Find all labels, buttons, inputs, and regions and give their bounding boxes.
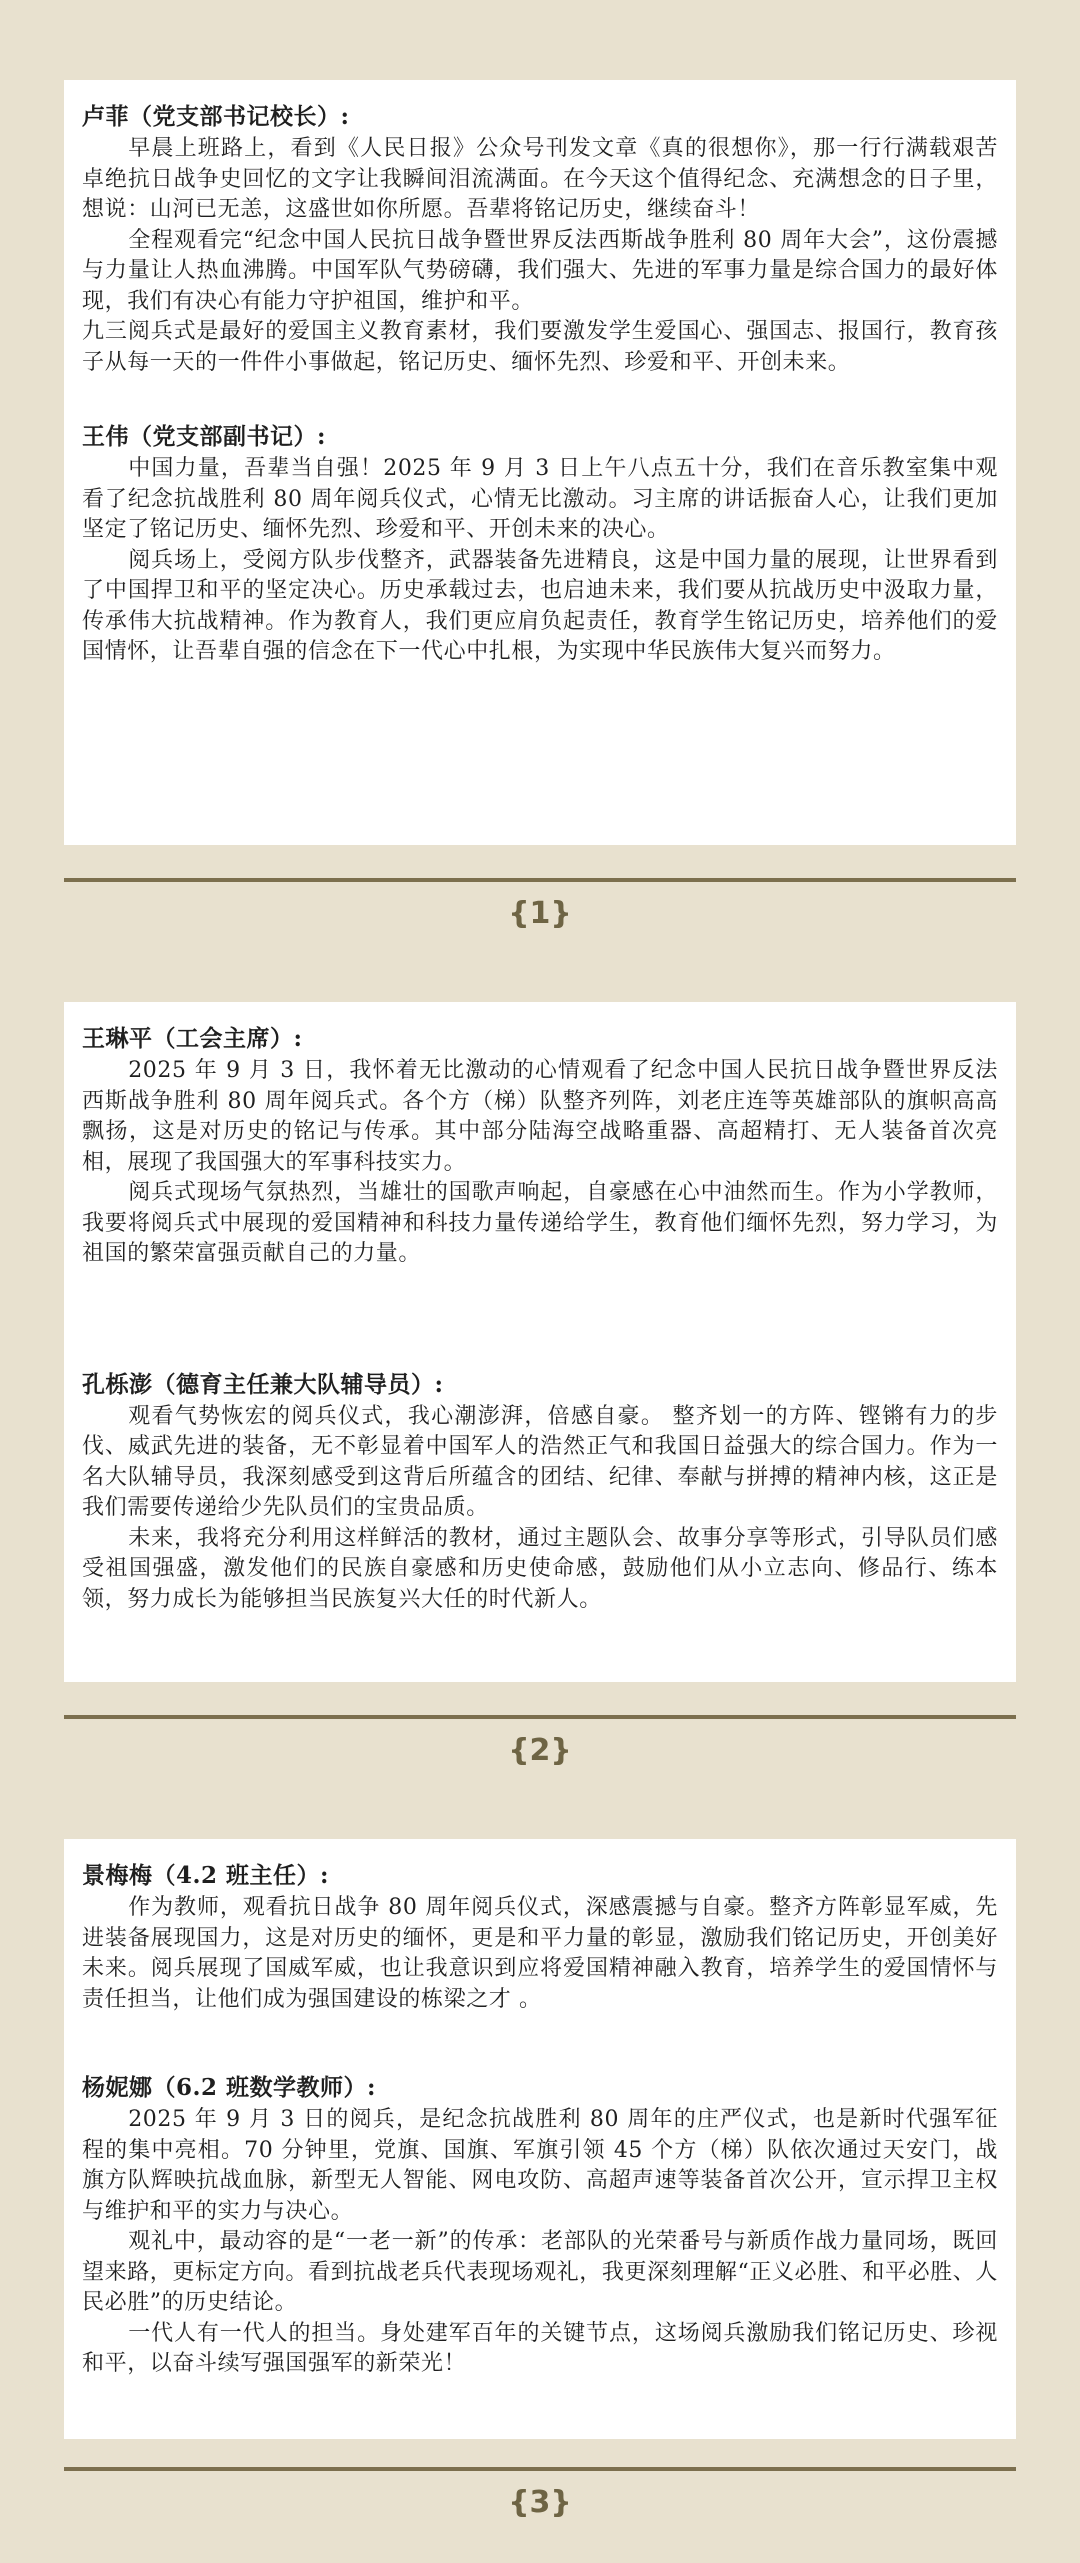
- page-number: {3}: [508, 2485, 572, 2520]
- text-card-1: [64, 80, 1016, 845]
- reflection-entry: [82, 1370, 998, 1616]
- reflection-paragraph: 中国力量，吾辈当自强！2025 年 9 月 3 日上午八点五十分，我们在音乐教室集中观看了纪念抗战胜利 80 周年阅兵仪式，心情无比激动。习主席的讲话振奋人心，让我们更加坚定了铭记历史、缅怀先烈、珍爱和平、开创未来的决心。: [82, 456, 998, 542]
- section-divider: [64, 1715, 1016, 1719]
- reflection-entry: [82, 1024, 998, 1270]
- reflection-paragraph: 早晨上班路上，看到《人民日报》公众号刊发文章《真的很想你》，那一行行满载艰苦卓绝抗日战争史回忆的文字让我瞬间泪流满面。在今天这个值得纪念、充满想念的日子里，想说：山河已无恙，这盛世如你所愿。吾辈将铭记历史，继续奋斗！: [82, 136, 998, 222]
- speaker-name: 杨妮娜（6.2 班数学教师）:: [82, 2074, 377, 2101]
- reflection-paragraph: 一代人有一代人的担当。身处建军百年的关键节点，这场阅兵激励我们铭记历史、珍视和平，以奋斗续写强国强军的新荣光！: [82, 2320, 998, 2376]
- reflection-paragraph: 观看气势恢宏的阅兵仪式，我心潮澎湃，倍感自豪。 整齐划一的方阵、铿锵有力的步伐、威武先进的装备，无不彰显着中国军人的浩然正气和我国日益强大的综合国力。作为一名大队辅导员，我深刻感受到这背后所蕴含的团结、纪律、奉献与拼搏的精神内核，这正是我们需要传递给少先队员们的宝贵品质。: [82, 1403, 998, 1520]
- speaker-name: 景梅梅（4.2 班主任）:: [82, 1862, 330, 1889]
- reflection-paragraph: 全程观看完“纪念中国人民抗日战争暨世界反法西斯战争胜利 80 周年大会”，这份震撼与力量让人热血沸腾。中国军队气势磅礴，我们强大、先进的军事力量是综合国力的最好体现，我们有决心有能力守护祖国，维护和平。: [82, 227, 998, 314]
- reflection-paragraph: 未来，我将充分利用这样鲜活的教材，通过主题队会、故事分享等形式，引导队员们感受祖国强盛，激发他们的民族自豪感和历史使命感，鼓励他们从小立志向、修品行、练本领，努力成长为能够担当民族复兴大任的时代新人。: [82, 1525, 998, 1612]
- reflection-paragraph: 2025 年 9 月 3 日，我怀着无比激动的心情观看了纪念中国人民抗日战争暨世界反法西斯战争胜利 80 周年阅兵式。各个方（梯）队整齐列阵，刘老庄连等英雄部队的旗帜高高飘扬，这是对历史的铭记与传承。其中部分陆海空战略重器、高超精打、无人装备首次亮相，展现了我国强大的军事科技实力。: [82, 1058, 998, 1175]
- section-divider: [64, 878, 1016, 882]
- text-card-2: [64, 1002, 1016, 1682]
- speaker-name: 王伟（党支部副书记）:: [82, 423, 326, 450]
- reflection-entry: [82, 2073, 998, 2380]
- page-number: {1}: [508, 896, 572, 931]
- page-number: {2}: [508, 1733, 572, 1768]
- section-divider: [64, 2467, 1016, 2471]
- reflection-paragraph: 九三阅兵式是最好的爱国主义教育素材，我们要激发学生爱国心、强国志、报国行，教育孩子从每一天的一件件小事做起，铭记历史、缅怀先烈、珍爱和平、开创未来。: [82, 319, 998, 375]
- reflection-paragraph: 2025 年 9 月 3 日的阅兵，是纪念抗战胜利 80 周年的庄严仪式，也是新时代强军征程的集中亮相。70 分钟里，党旗、国旗、军旗引领 45 个方（梯）队依次通过天安门，战旗方队辉映抗战血脉，新型无人智能、网电攻防、高超声速等装备首次公开，宣示捍卫主权与维护和平的实力与决心。: [82, 2107, 998, 2224]
- reflection-entry: [82, 102, 998, 378]
- speaker-name: 孔栎澎（德育主任兼大队辅导员）:: [82, 1370, 444, 1398]
- reflection-paragraph: 阅兵场上，受阅方队步伐整齐，武器装备先进精良，这是中国力量的展现，让世界看到了中国捍卫和平的坚定决心。历史承载过去，也启迪未来，我们要从抗战历史中汲取力量，传承伟大抗战精神。作为教育人，我们更应肩负起责任，教育学生铭记历史，培养他们的爱国情怀，让吾辈自强的信念在下一代心中扎根，为实现中华民族伟大复兴而努力。: [82, 547, 998, 664]
- reflection-paragraph: 观礼中，最动容的是“一老一新”的传承：老部队的光荣番号与新质作战力量同场，既回望来路，更标定方向。看到抗战老兵代表现场观礼，我更深刻理解“正义必胜、和平必胜、人民必胜”的历史结论。: [82, 2229, 998, 2315]
- speaker-name: 王琳平（工会主席）:: [82, 1025, 303, 1052]
- speaker-name: 卢菲（党支部书记校长）:: [82, 103, 350, 130]
- reflection-entry: [82, 1861, 998, 2015]
- reflection-paragraph: 阅兵式现场气氛热烈，当雄壮的国歌声响起，自豪感在心中油然而生。作为小学教师，我要将阅兵式中展现的爱国精神和科技力量传递给学生，教育他们缅怀先烈，努力学习，为祖国的繁荣富强贡献自己的力量。: [82, 1180, 998, 1266]
- text-card-3: [64, 1839, 1016, 2439]
- reflection-entry: [82, 422, 998, 668]
- reflection-paragraph: 作为教师，观看抗日战争 80 周年阅兵仪式，深感震撼与自豪。整齐方阵彰显军威，先进装备展现国力，这是对历史的缅怀，更是和平力量的彰显，激励我们铭记历史，开创美好未来。阅兵展现了国威军威，也让我意识到应将爱国精神融入教育，培养学生的爱国情怀与责任担当，让他们成为强国建设的栋梁之才 。: [82, 1895, 998, 2012]
